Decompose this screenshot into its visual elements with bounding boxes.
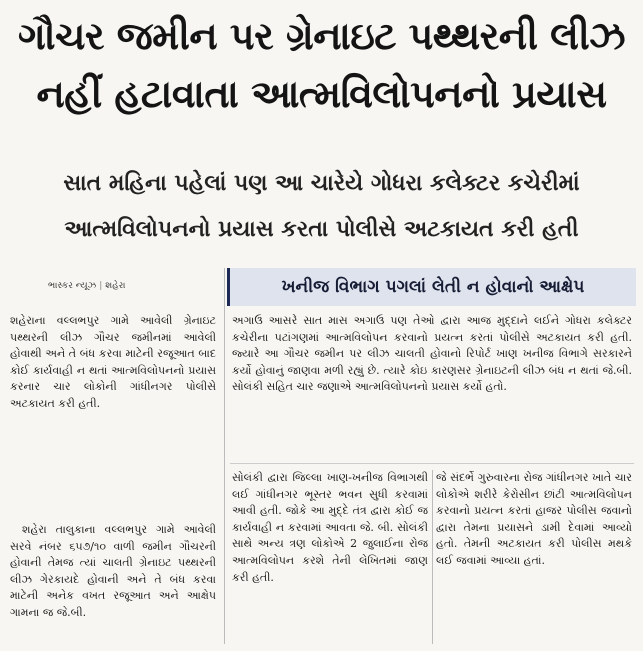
- banner-text: ખનીજ વિભાગ પગલાં લેતી ન હોવાનો આક્ષેપ: [281, 277, 585, 297]
- article-col1-paragraph-2: શહેરા તાલુકાના વલ્લભપુર ગામે આવેલી સરવે નંબર ૬૫૭/૧૦ વાળી જમીન ગૌચરની હોવાની તેમજ ત્યાં ચાલતી ગ્રેનાઇટ પથ્થરની લીઝ ગેરકાયદે હોવાની અને તે બંધ કરવા માટેની અનેક વખત રજૂઆત અને આક્ષેપ ગામના જ જે.બી.: [10, 523, 216, 619]
- subheadline-line-2: આત્મવિલોપનનો પ્રયાસ કરતા પોલીસે અટકાયત કરી હતી: [64, 217, 579, 242]
- article-top-body: અગાઉ આસરે સાત માસ અગાઉ પણ તેઓ દ્વારા આજ મુદ્દાને લઈને ગોધરા કલેક્ટર કચેરીના પટાંગણમાં આત્મવિલોપન કરવાનો પ્રયત્ન કરતાં પોલીસે અટકાયત કરી હતી. જ્યારે આ ગૌચર જમીન પર લીઝ ચાલતી હોવાનો રિપોર્ટ ખાણ ખનીજ વિભાગે સરકારને કર્યો હોવાનું જાણવા મળી રહ્યું છે. ત્યારે કોઇ કારણસર ગ્રેનાઇટની લીઝ બંધ ન થતાં જે.બી. સોલંકી સહિત ચાર જણાએ આત્મવિલોપનનો પ્રયાસ કર્યો હતો.: [232, 314, 632, 394]
- article-col1-paragraph-1: શહેરાના વલ્લભપુર ગામે આવેલી ગ્રેનાઇટ પથ્થરની લીઝ ગૌચર જમીનમાં આવેલી હોવાથી અને તે બંધ કરવા માટેની રજૂઆત બાદ કોઈ કાર્યવાહી ન થતાં આત્મવિલોપનનો પ્રયાસ કરનાર ચાર લોકોની ગાંધીનગર પોલીસે અટકાયત કરી હતી.: [10, 314, 216, 410]
- headline-line-2: નહીં હટાવાતા આત્મવિલોપનનો પ્રયાસ: [36, 72, 607, 116]
- article-col2: સોલંકી દ્વારા જિલ્લા ખાણ-ખનીજ વિભાગથી લઈ ગાંધીનગર ભૂસ્તર ભવન સુધી કરવામાં આવી હતી. જોકે આ મુદ્દે તંત્ર દ્વારા કોઈ જ કાર્યવાહી ન કરવામાં આવતા જે. બી. સોલંકી સાથે અન્ય ત્રણ લોકોએ 2 જુલાઈના રોજ આત્મવિલોપન કરશે તેની લેખિતમાં જાણ કરી હતી.: [232, 471, 428, 584]
- byline-agency: ભાસ્કર ન્યૂઝ: [48, 281, 97, 291]
- byline: ભાસ્કર ન્યૂઝ | શહેરા: [48, 281, 126, 291]
- section-banner: [227, 268, 636, 306]
- byline-place: શહેરા: [105, 281, 126, 291]
- headline-line-1: ગૌચર જમીન પર ગ્રેનાઇટ પથ્થરની લીઝ: [17, 14, 626, 58]
- column-divider-left: [224, 268, 225, 644]
- subheadline-line-1: સાત મહિના પહેલાં પણ આ ચારેયે ગોધરા કલેક્ટર કચેરીમાં: [63, 171, 580, 196]
- article-col3: જે સંદર્ભે ગુરુવારના રોજ ગાંધીનગર ખાતે ચાર લોકોએ શરીરે કેરોસીન છાંટી આત્મવિલોપન કરવાનો પ્રયત્ન કરતાં હાજર પોલીસ જવાનો દ્વારા તેમના પ્રયાસને ડામી દેવામાં આવ્યો હતો. તેમની અટકાયત કરી પોલીસ મથકે લઈ જવામાં આવ્યા હતાં.: [436, 471, 632, 567]
- column-divider-right: [432, 470, 433, 644]
- section-divider: [230, 463, 634, 464]
